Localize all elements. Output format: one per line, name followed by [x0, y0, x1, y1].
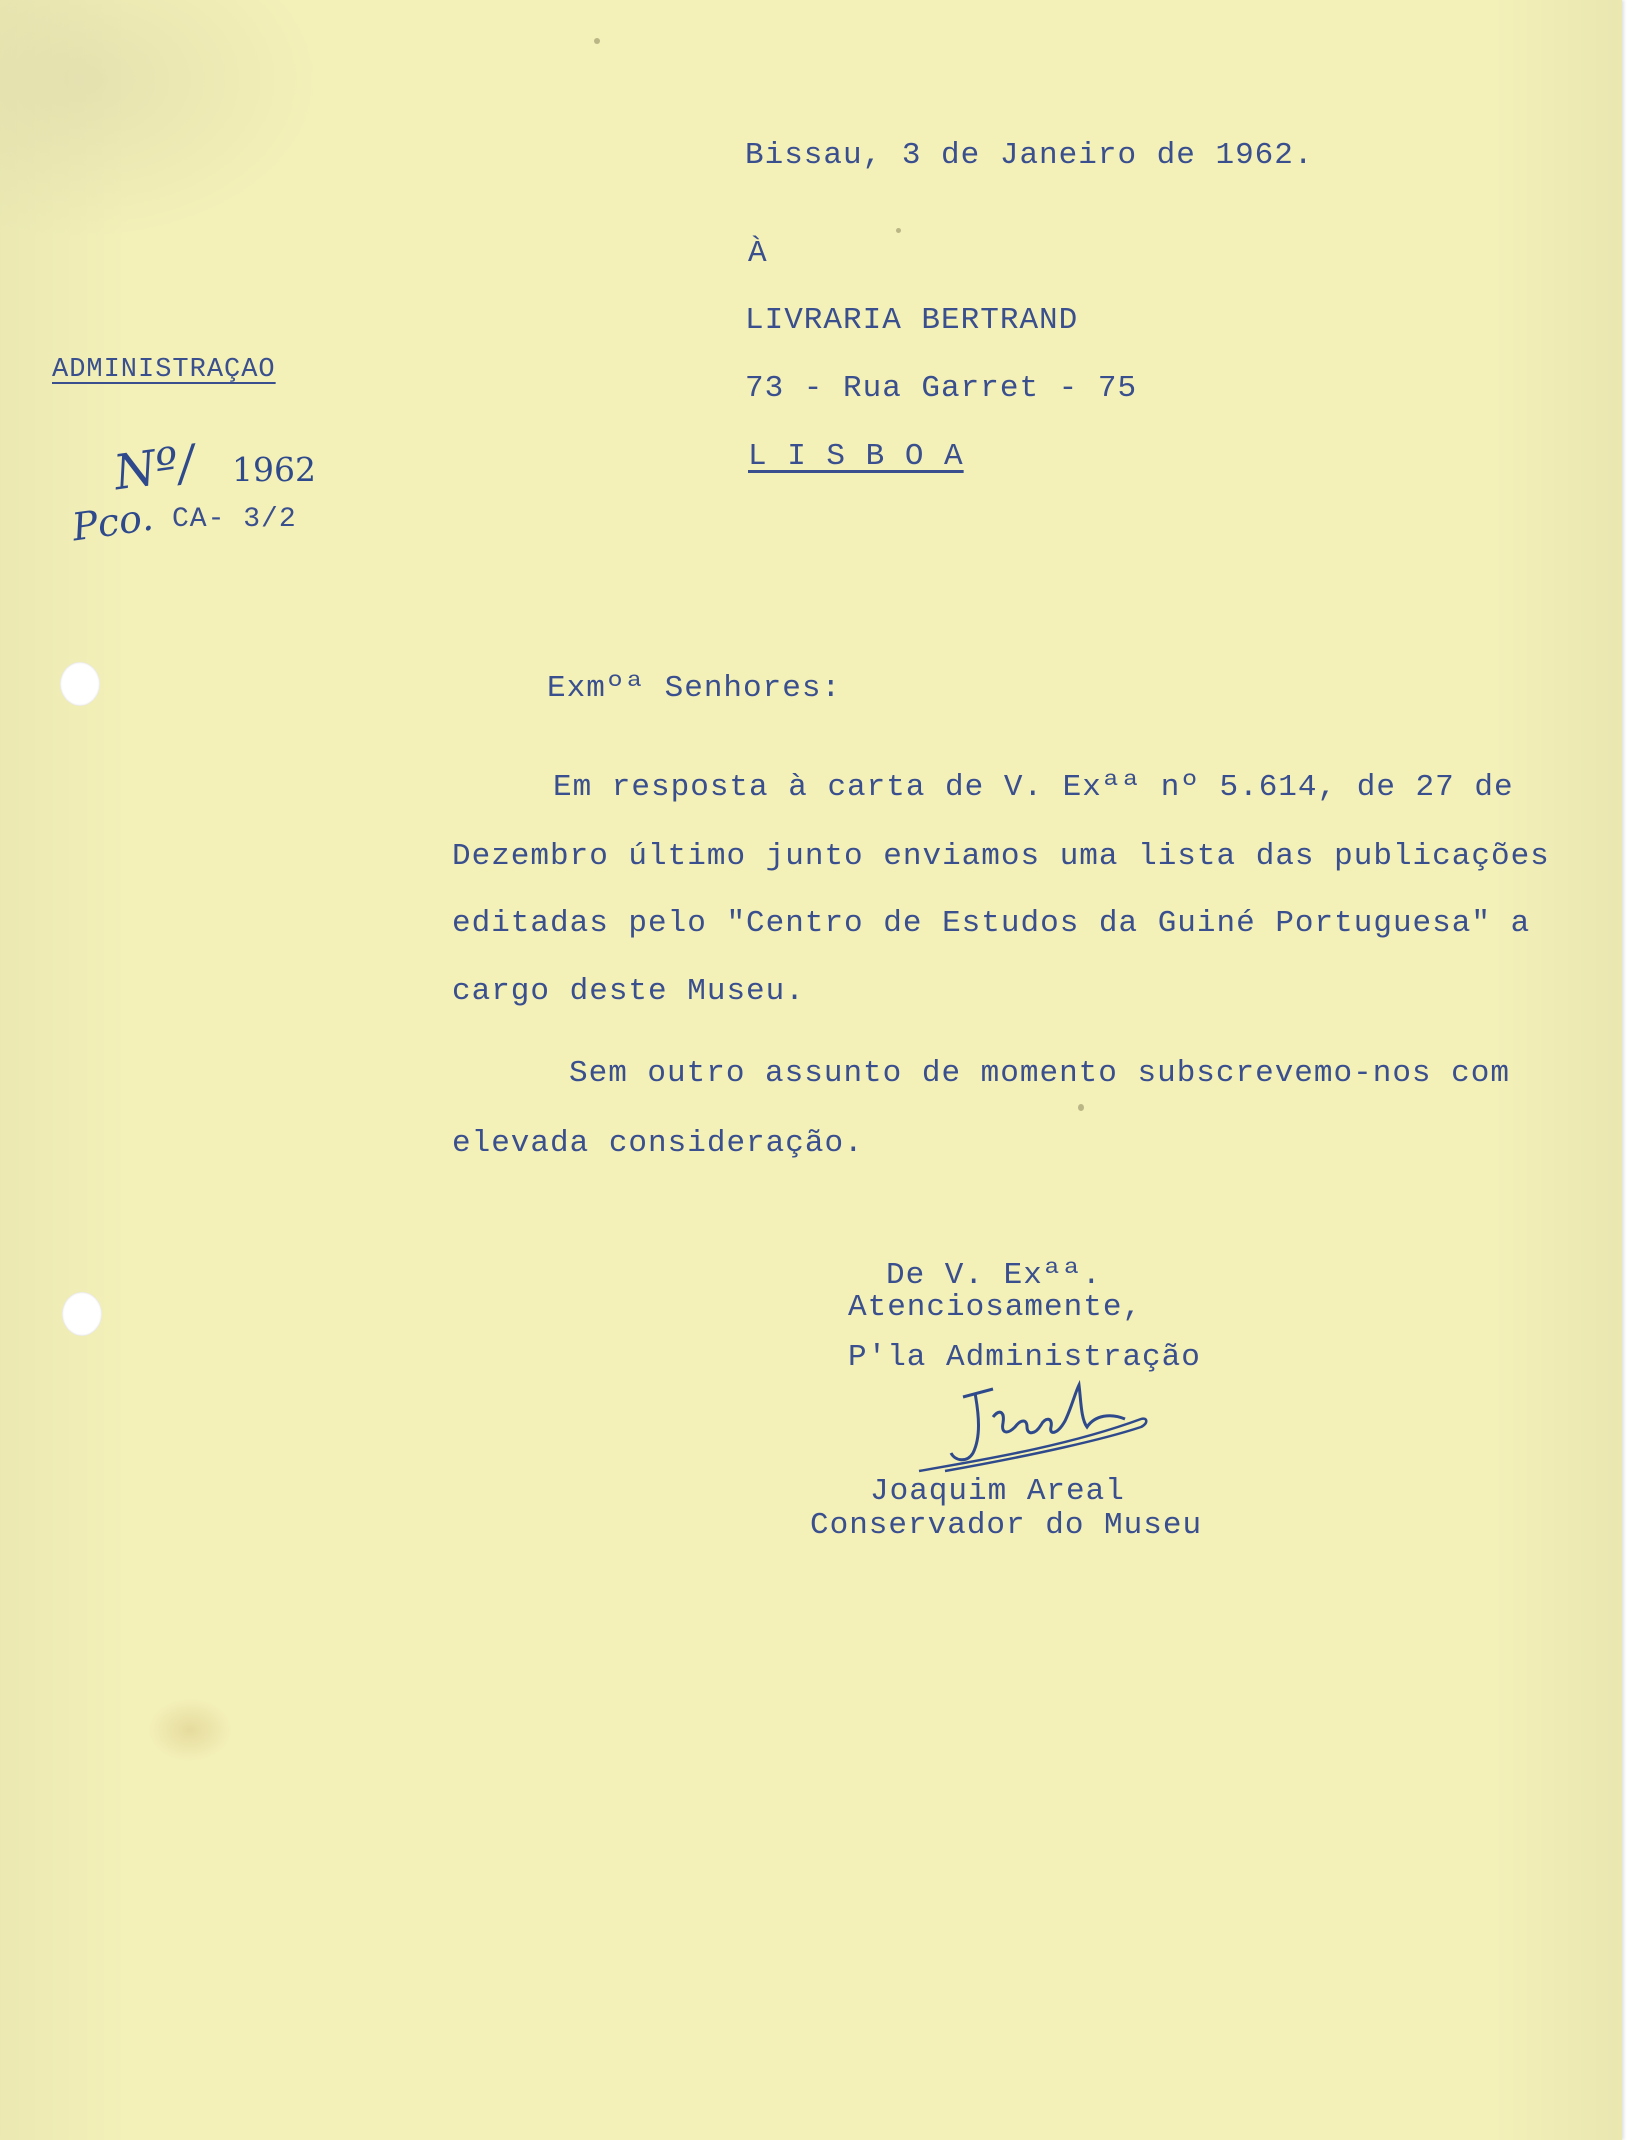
salutation: Exmºª Senhores: — [547, 671, 842, 706]
department-heading: ADMINISTRAÇAO — [52, 355, 276, 385]
addressee-street: 73 - Rua Garret - 75 — [745, 371, 1138, 406]
paper-speck — [1078, 1104, 1084, 1111]
closing-line-3: P'la Administração — [848, 1340, 1201, 1375]
body-line-2: Dezembro último junto enviamos uma lista das publicações — [452, 839, 1550, 874]
paper-speck — [896, 228, 901, 233]
body-line-4: cargo deste Museu. — [452, 974, 805, 1009]
signatory-title: Conservador do Museu — [810, 1508, 1203, 1543]
handwritten-number: Nº/ — [110, 434, 199, 502]
punch-hole-bottom — [62, 1292, 102, 1336]
closing-line-2: Atenciosamente, — [848, 1290, 1143, 1325]
addressee-name: LIVRARIA BERTRAND — [745, 303, 1079, 338]
punch-hole-top — [60, 662, 100, 706]
body-line-1: Em resposta à carta de V. Exªª nº 5.614, de 27 de — [553, 770, 1514, 805]
paper-speck — [594, 38, 600, 44]
addressee-city: L I S B O A — [748, 439, 964, 474]
number-year: 1962 — [232, 450, 316, 489]
body-line-5: Sem outro assunto de momento subscrevemo-nos com — [569, 1056, 1510, 1091]
addressee-prefix: À — [748, 236, 768, 271]
place-date: Bissau, 3 de Janeiro de 1962. — [745, 138, 1314, 173]
closing-line-1: De V. Exªª. — [886, 1258, 1102, 1293]
signature — [915, 1375, 1155, 1485]
body-line-6: elevada consideração. — [452, 1126, 864, 1161]
handwritten-process-label: Pco. — [69, 494, 156, 550]
signatory-name: Joaquim Areal — [870, 1474, 1125, 1509]
body-line-3: editadas pelo "Centro de Estudos da Guiné Portuguesa" a — [452, 906, 1531, 941]
process-reference: CA- 3/2 — [172, 504, 297, 535]
